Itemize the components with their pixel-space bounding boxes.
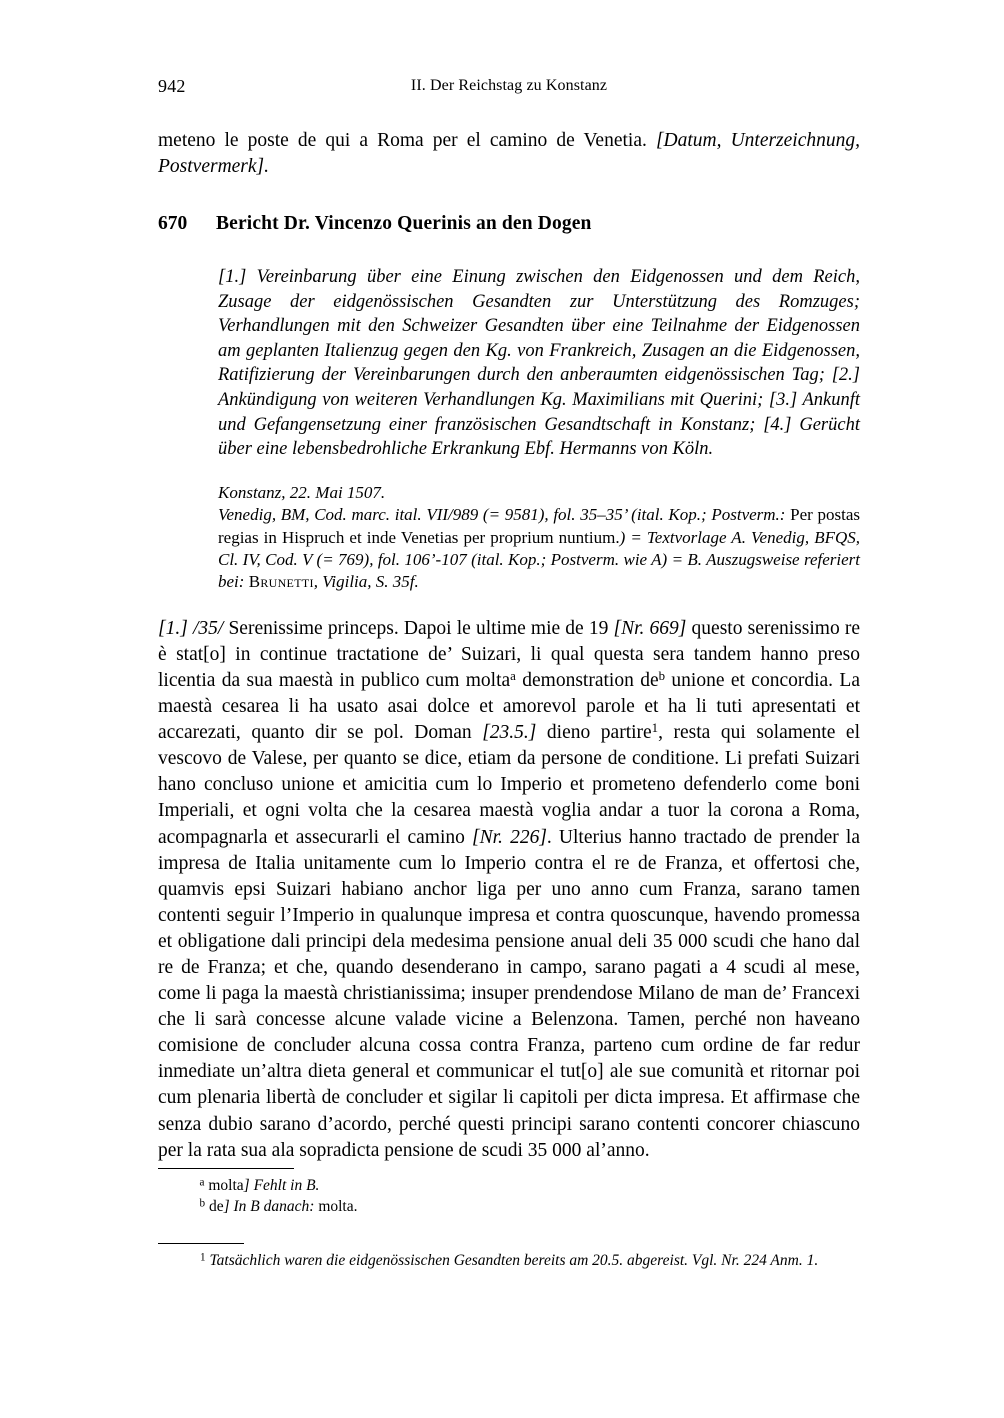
text-run: unione et concordia. La maestà cesarea li ha usato asai dolce et amorevol parole et ha li tuti apresentati et accarezati, quanto dir se pol. Doman	[158, 669, 860, 744]
apparatus-block	[158, 1168, 878, 1271]
continued-paragraph	[158, 128, 860, 179]
text-run: questo serenissimo re è stat[o] in continue tractatione de’ Suizari, li qual questa sera tandem hanno preso licentia da sua maestà in publico cum molta	[158, 617, 860, 691]
variant-note-italic: Fehlt in B.	[249, 1177, 320, 1194]
variant-lemma: de	[205, 1198, 224, 1215]
continued-paragraph-roman: meteno le poste de qui a Roma per el camino de Venetia.	[158, 130, 656, 151]
footnote-marker: 1	[200, 1251, 206, 1264]
place-and-date: Konstanz, 22. Mai 1507.	[218, 482, 386, 502]
provenance-postal-note: Per postas regias in Hispruch et inde Venetias per proprium nuntium.	[218, 505, 860, 547]
variant-bracket: ]	[223, 1198, 230, 1215]
text-run: , resta qui solamente el vescovo de Valese, per quanto se dice, etiam da persone de conditione. Li prefati Suizari hano concluso unione et amicitia cum lo Imperio et prometeno defenderlo come boni Imperiali, et ogni volta che la cesarea maestà voglia andar a tuor la corona a Roma, acompagnarla et assecurarli el camino	[158, 722, 860, 848]
footnote-text: Tatsächlich waren die eidgenössischen Gesandten bereits am 20.5. abgereist. Vgl. Nr. 224 Anm. 1.	[205, 1252, 819, 1269]
apparatus-marker: 1	[651, 721, 659, 736]
variant-marker: b	[199, 1197, 206, 1210]
variant-lemma: molta	[204, 1177, 244, 1194]
footnote-entry	[158, 1250, 878, 1271]
variant-apparatus-list	[158, 1175, 878, 1217]
running-title: II. Der Reichstag zu Konstanz	[410, 77, 608, 94]
continued-paragraph-italic: [Datum, Unterzeichnung, Postvermerk].	[158, 130, 861, 177]
variant-note-roman: molta.	[314, 1198, 358, 1215]
editorial-insertion: [Nr. 669]	[613, 617, 687, 639]
variant-apparatus-rule	[158, 1168, 294, 1169]
text-run: Serenissime princeps. Dapoi le ultime mie de 19	[223, 617, 614, 639]
provenance-author: Brunetti	[248, 572, 314, 592]
document-title: Bericht Dr. Vincenzo Querinis an den Dogen	[216, 213, 592, 234]
edited-text	[158, 616, 860, 1164]
provenance-segment-3: , Vigilia, S. 35f.	[313, 572, 419, 592]
provenance	[218, 504, 860, 594]
page-number: 942	[158, 76, 186, 96]
variant-entry	[158, 1175, 878, 1196]
footnote-block	[158, 1243, 878, 1271]
page-content	[158, 0, 860, 1164]
document-regest: [1.] Vereinbarung über eine Einung zwischen den Eidgenossen und dem Reich, Zusage der eidgenössischen Gesandten zur Unterstützung des Romzuges; Verhandlungen mit den Schweizer Gesandten über eine Teilnahme der Eidgenossen am geplanten Italienzug gegen den Kg. von Frankreich, Zusagen an die Eidgenossen, Ratifizierung der Vereinbarungen durch den anberaumten eidgenössischen Tag; [2.] Ankündigung von weiteren Verhandlungen Kg. Maximilians mit Querini; [3.] Ankunft und Gefangensetzung einer französischen Gesandtschaft in Konstanz; [4.] Gerücht über eine lebensbedrohliche Erkrankung Ebf. Hermanns von Köln.	[218, 267, 860, 460]
footnote-list	[158, 1250, 878, 1271]
document-source-block	[218, 482, 860, 594]
running-head	[158, 76, 860, 102]
footnote-rule	[158, 1243, 244, 1244]
editorial-insertion: [Nr. 226]	[472, 826, 547, 848]
apparatus-marker: b	[658, 669, 666, 684]
apparatus-marker: a	[510, 669, 516, 684]
variant-marker: a	[199, 1176, 205, 1189]
provenance-segment-2: ) = Textvorlage A. Venedig, BFQS, Cl. IV, Cod. V (= 769), fol. 106’-107 (ital. Kop.; Postverm. wie A) = B. Auszugsweise referiert bei:	[218, 527, 860, 592]
variant-entry	[158, 1196, 878, 1217]
text-run: . Ulterius hanno tractado de prender la impresa de Italia unitamente cum lo Imperio contra el re de Franza, et offertosi che, quamvis epsi Suizari habiano anchor liga per uno anno cum Franza, sarano tamen contenti seguir l’Imperio in qualunque impresa et contra quoscunque, havendo promessa et obligatione dali principi dela medesima pensione anual deli 35 000 scudi che hano dal re de Franza; et che, quando desenderano in campo, sarano pagati a 4 scudi al mese, come li paga la maestà christianissima; insuper prendendose Milano de man de’ Francexi che li sarà concesse alcune valade vicine a Belenzona. Tamen, perché non haveano comisione de concluder alcuna cossa contra Franza, parteno cum ordine de far redur inmediate un’altra dieta general et communicar el tut[o] ale sue comunità et ritornar poi cum plenaria libertà de concluder et sigilar li capitoli per dicta impresa. Et affirmase che senza dubio sarano d’acordo, perché questi principi sarano contenti concorer chiascuno per la rata sua ala sopradicta pensione de scudi 35 000 al’anno.	[158, 826, 860, 1161]
editorial-insertion: [23.5.]	[482, 722, 537, 744]
text-run: dieno partire	[536, 722, 652, 744]
text-run: demonstration de	[515, 669, 659, 691]
editorial-insertion: [1.] /35/	[158, 617, 224, 639]
variant-bracket: ]	[243, 1177, 250, 1194]
variant-note-italic: In B danach:	[229, 1198, 315, 1215]
document-heading	[158, 213, 860, 243]
document-number: 670	[158, 213, 188, 234]
provenance-segment-1: Venedig, BM, Cod. marc. ital. VII/989 (= 9581), fol. 35–35’ (ital. Kop.; Postverm.:	[218, 505, 786, 525]
